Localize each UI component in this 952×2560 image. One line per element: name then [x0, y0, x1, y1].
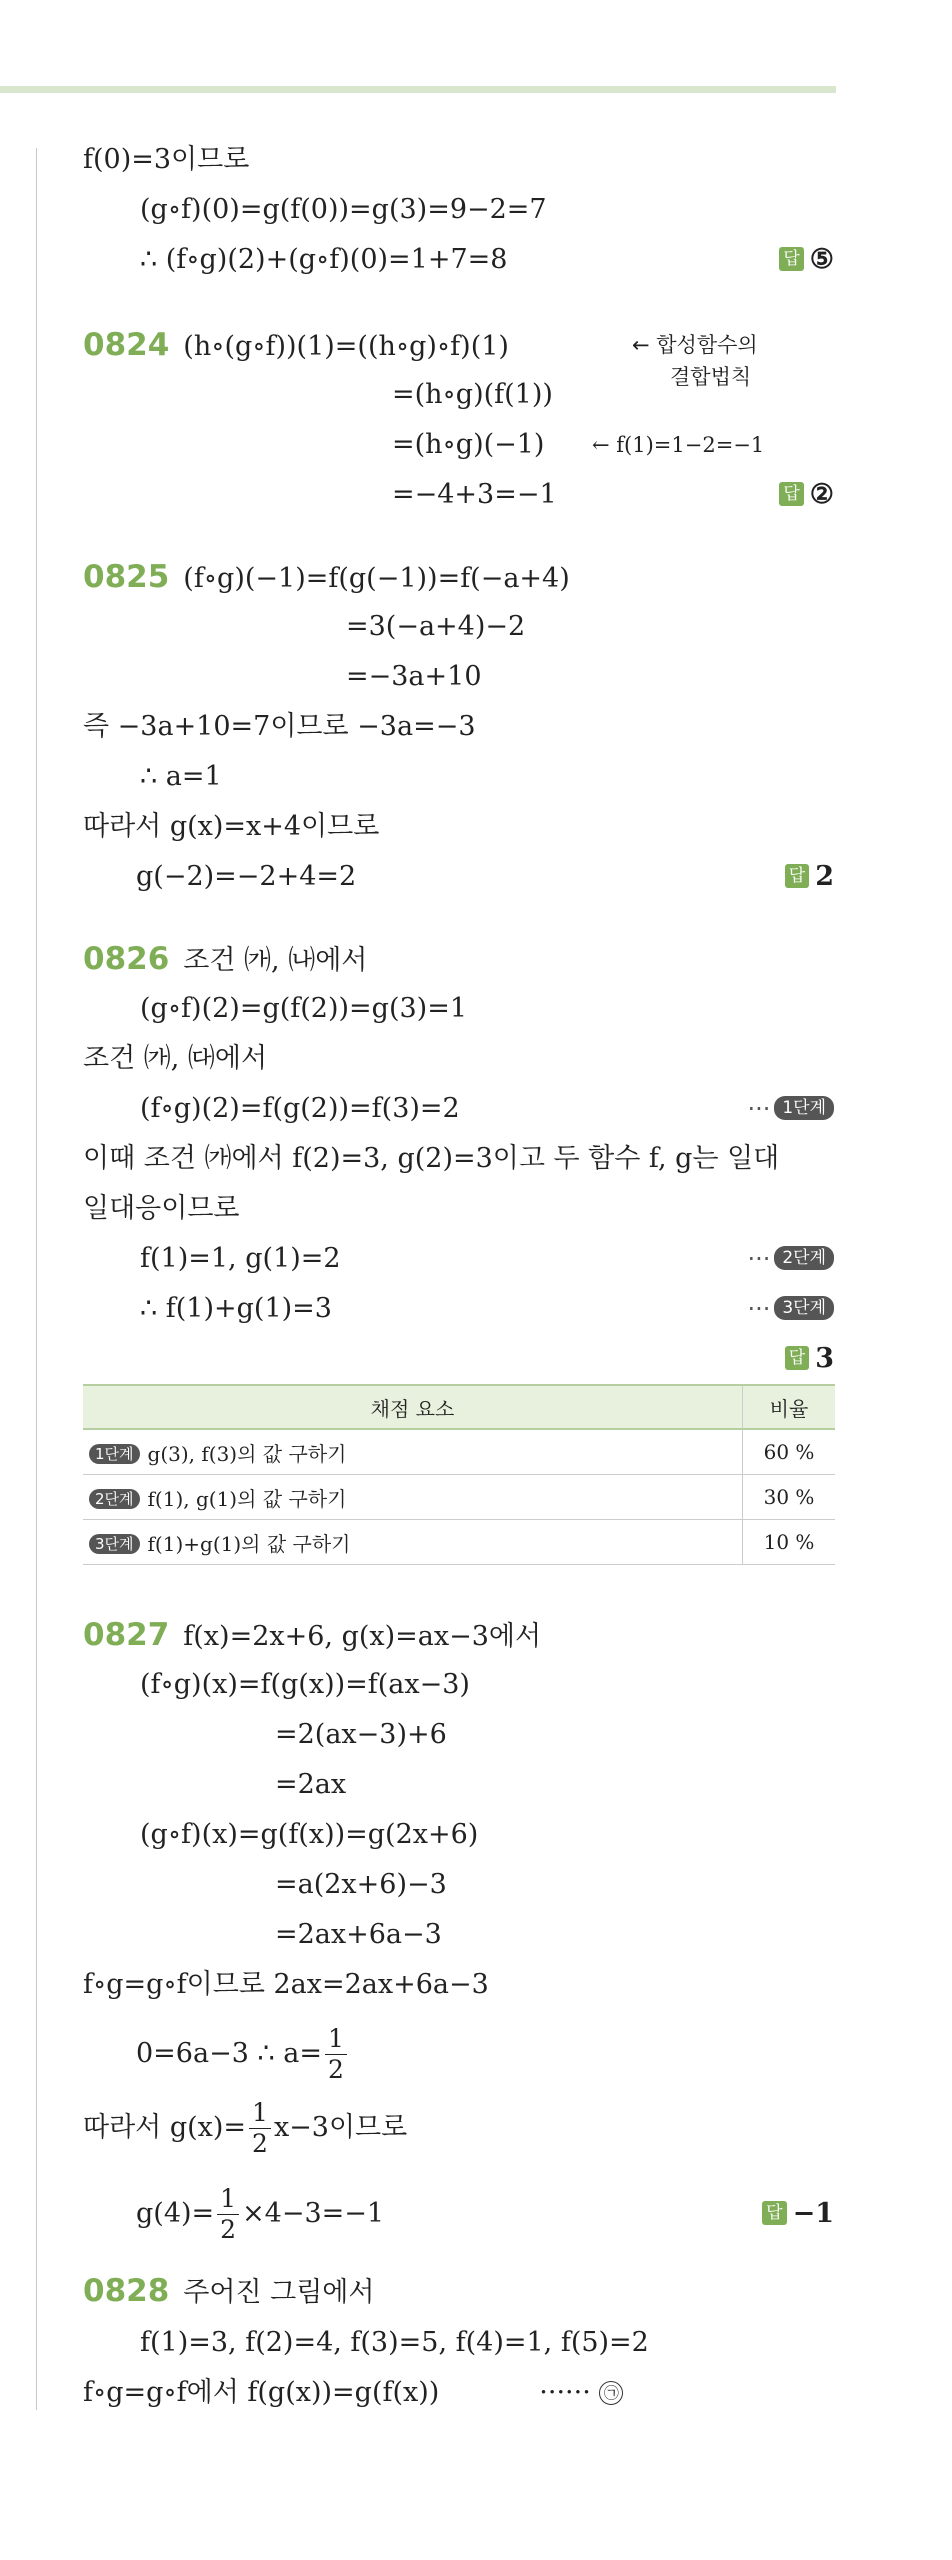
equation: f(1)=1, g(1)=2: [140, 1243, 341, 1274]
step-badge: 1단계: [89, 1444, 140, 1464]
equation: g(4)=: [136, 2198, 215, 2229]
step-badge: 3단계: [89, 1534, 140, 1554]
answer: [762, 2197, 834, 2231]
equation: (f∘g)(2)=f(g(2))=f(3)=2: [140, 1093, 460, 1124]
side-note: 결합법칙: [670, 365, 752, 389]
equation: (g∘f)(2)=g(f(2))=g(3)=1: [140, 993, 467, 1024]
text-line: 즉 −3a+10=7이므로 −3a=−3: [83, 711, 476, 742]
answer: [779, 243, 834, 277]
equation: =(h∘g)(f(1)): [392, 379, 553, 410]
equation: ×4−3=−1: [242, 2198, 385, 2229]
step-marker: [747, 1092, 834, 1126]
answer-label: 답: [785, 1346, 809, 1370]
problem-number: 0828: [83, 2273, 170, 2309]
fraction-denominator: 2: [327, 2055, 344, 2084]
circled-mark: ㉠: [599, 2381, 623, 2405]
side-note: ← f(1)=1−2=−1: [592, 433, 765, 457]
dots: ······: [539, 2377, 591, 2408]
problem-0828-line: [83, 2274, 374, 2310]
table-cell: [83, 1429, 743, 1475]
fraction-numerator: 1: [217, 2184, 239, 2215]
answer-value: ⑤: [809, 244, 834, 275]
row-desc: f(1)+g(1)의 값 구하기: [147, 1531, 351, 1556]
answer-value: 3: [815, 1343, 834, 1374]
equation: f(x)=2x+6, g(x)=ax−3에서: [183, 1621, 542, 1652]
table-row: [83, 1475, 835, 1520]
fraction-numerator: 1: [325, 2024, 347, 2055]
table-row: [83, 1520, 835, 1565]
equation: ∴ f(1)+g(1)=3: [140, 1293, 332, 1324]
answer-value: ②: [809, 479, 834, 510]
equation: =2(ax−3)+6: [275, 1719, 447, 1750]
step-marker: [747, 1242, 834, 1276]
text-line: 조건 ㈎, ㈐에서: [83, 1043, 268, 1074]
text: 따라서 g(x)=: [83, 2112, 247, 2143]
text-line: [83, 2096, 407, 2160]
fraction: [249, 2098, 271, 2159]
equation: =−4+3=−1: [392, 479, 557, 510]
answer: [779, 478, 834, 512]
problem-0827-line: [83, 1618, 541, 1654]
step-marker: [747, 1292, 834, 1326]
answer-label: 답: [762, 2201, 786, 2225]
answer-label: 답: [779, 247, 803, 271]
text-line: g(−2)=−2+4=2: [136, 861, 357, 892]
top-accent-bar: [0, 86, 836, 93]
text-line: f(0)=3이므로: [83, 144, 250, 175]
equation: =2ax+6a−3: [275, 1919, 442, 1950]
equation: (f∘g)(x)=f(g(x))=f(ax−3): [140, 1669, 470, 1700]
text: 주어진 그림에서: [183, 2277, 375, 2308]
answer: [785, 860, 834, 894]
text-line: [83, 2376, 623, 2410]
equation: =3(−a+4)−2: [346, 611, 526, 642]
text-line: ∴ a=1: [140, 761, 222, 792]
problem-number: 0824: [83, 327, 170, 363]
problem-number: 0827: [83, 1617, 170, 1653]
table-row: [83, 1429, 835, 1475]
answer-value: −1: [792, 2198, 834, 2229]
table-header-row: [83, 1385, 835, 1429]
text-line: f∘g=g∘f이므로 2ax=2ax+6a−3: [83, 1969, 489, 2000]
problem-0824-line: [83, 328, 509, 364]
table-cell: 10 %: [743, 1520, 836, 1565]
left-margin-rule: [36, 148, 37, 2410]
equation: f(1)=3, f(2)=4, f(3)=5, f(4)=1, f(5)=2: [140, 2327, 649, 2358]
text: x−3이므로: [273, 2112, 408, 2143]
fraction: [325, 2024, 347, 2085]
text: 조건 ㈎, ㈏에서: [183, 945, 368, 976]
fraction-numerator: 1: [249, 2098, 271, 2129]
fraction: [217, 2184, 239, 2245]
text-line: 이때 조건 ㈎에서 f(2)=3, g(2)=3이고 두 함수 f, g는 일대: [83, 1143, 780, 1174]
step-badge: 2단계: [774, 1246, 834, 1270]
step-badge: 2단계: [89, 1489, 140, 1509]
text-line: (g∘f)(0)=g(f(0))=g(3)=9−2=7: [140, 194, 547, 225]
equation: f∘g=g∘f에서 f(g(x))=g(f(x)): [83, 2377, 440, 2408]
table-cell: [83, 1520, 743, 1565]
equation: =2ax: [275, 1769, 347, 1800]
problem-number: 0826: [83, 941, 170, 977]
table-cell: [83, 1475, 743, 1520]
step-dots: ···: [747, 1245, 771, 1273]
equation: =−3a+10: [346, 661, 482, 692]
equation: =(h∘g)(−1): [392, 429, 545, 460]
side-note: ← 합성함수의: [632, 333, 758, 357]
row-desc: f(1), g(1)의 값 구하기: [147, 1486, 347, 1511]
step-badge: 1단계: [774, 1096, 834, 1120]
fraction-denominator: 2: [252, 2129, 268, 2158]
step-badge: 3단계: [774, 1296, 834, 1320]
step-dots: ···: [747, 1095, 771, 1123]
text-line: [136, 2022, 350, 2086]
answer-label: 답: [779, 482, 803, 506]
equation: (h∘(g∘f))(1)=((h∘g)∘f)(1): [183, 331, 509, 362]
table-cell: 30 %: [743, 1475, 836, 1520]
problem-number: 0825: [83, 559, 170, 595]
answer: [785, 1342, 834, 1376]
problem-0825-line: [83, 560, 570, 596]
answer-value: 2: [815, 861, 834, 892]
text-line: ∴ (f∘g)(2)+(g∘f)(0)=1+7=8: [140, 244, 508, 275]
equation: (g∘f)(x)=g(f(x))=g(2x+6): [140, 1819, 479, 1850]
fraction-denominator: 2: [220, 2215, 237, 2244]
text-line: [136, 2182, 384, 2246]
table-cell: 60 %: [743, 1429, 836, 1475]
table-header: 비율: [743, 1385, 836, 1429]
text-line: 일대응이므로: [83, 1193, 240, 1224]
row-desc: g(3), f(3)의 값 구하기: [147, 1441, 347, 1466]
step-dots: ···: [747, 1295, 771, 1323]
scoring-table: [83, 1384, 835, 1565]
answer-label: 답: [785, 864, 809, 888]
problem-0826-line: [83, 942, 367, 978]
equation: 0=6a−3 ∴ a=: [136, 2038, 322, 2069]
text-line: 따라서 g(x)=x+4이므로: [83, 811, 380, 842]
equation: =a(2x+6)−3: [275, 1869, 447, 1900]
equation: (f∘g)(−1)=f(g(−1))=f(−a+4): [183, 563, 570, 594]
table-header: 채점 요소: [83, 1385, 743, 1429]
